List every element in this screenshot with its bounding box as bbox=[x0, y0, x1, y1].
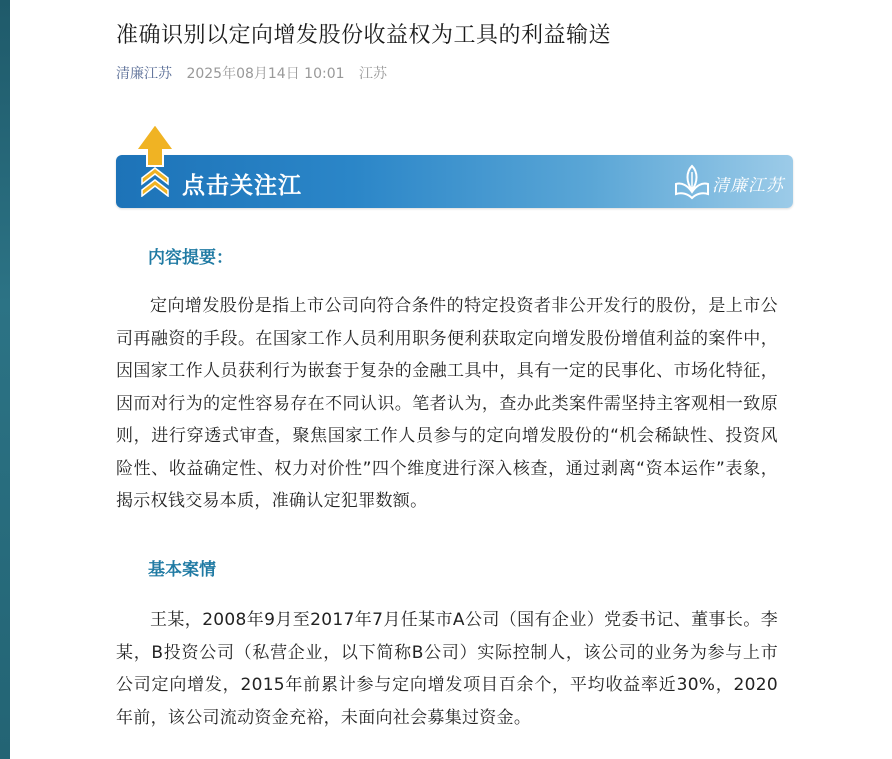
publish-datetime: 2025年08月14日 10:01 bbox=[186, 66, 345, 82]
follow-banner[interactable] bbox=[116, 155, 793, 208]
publish-location: 江苏 bbox=[358, 66, 387, 82]
book-leaf-icon bbox=[672, 160, 712, 202]
summary-paragraph: 定向增发股份是指上市公司向符合条件的特定投资者非公开发行的股份，是上市公司再融资的手段。在国家工作人员利用职务便利获取定向增发股份增值利益的案件中，因国家工作人员获利行为嵌套于复杂的金融工具中，具有一定的民事化、市场化特征，因而对行为的定性容易存在不同认识。笔者认为，查办此类案件需坚持主客观相一致原则，进行穿透式审查，聚焦国家工作人员参与的定向增发股份的“机会稀缺性、投资风险性、收益确定性、权力对价性”四个维度进行深入核查，通过剥离“资本运作”表象，揭示权钱交易本质，准确认定犯罪数额。 bbox=[116, 296, 778, 511]
author-link[interactable]: 清廉江苏 bbox=[116, 66, 172, 82]
case-paragraph: 王某，2008年9月至2017年7月任某市A公司（国有企业）党委书记、董事长。李某，B投资公司（私营企业，以下简称B公司）实际控制人，该公司的业务为参与上市公司定向增发，2015年前累计参与定向增发项目百余个，平均收益率近30%，2020年前，该公司流动资金充裕，未面向社会募集过资金。 bbox=[116, 610, 778, 728]
logo-text: 清廉江苏 bbox=[712, 176, 784, 196]
up-arrow-icon bbox=[134, 122, 176, 197]
summary-heading: 内容提要： bbox=[148, 248, 233, 268]
qinglian-jiangsu-logo bbox=[672, 158, 790, 204]
article-title: 准确识别以定向增发股份收益权为工具的利益输送 bbox=[116, 23, 612, 48]
article-meta bbox=[116, 63, 387, 83]
case-heading: 基本案情 bbox=[148, 560, 216, 580]
follow-banner-text: 点击关注江 bbox=[182, 172, 302, 199]
